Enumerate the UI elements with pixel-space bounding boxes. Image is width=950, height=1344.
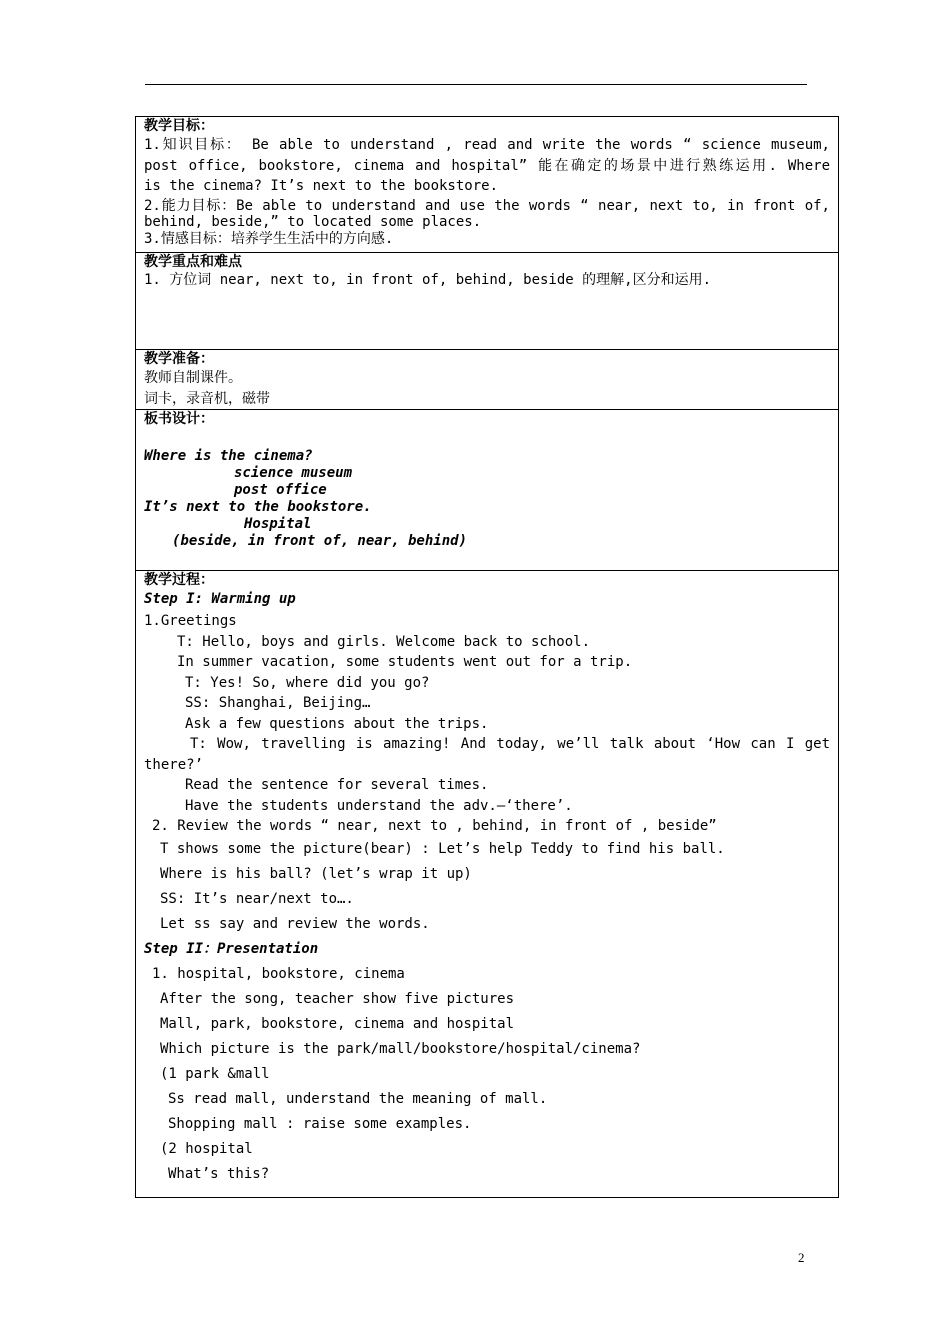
board-line-1: Where is the cinema? [144,448,313,464]
preparation-line-2: 词卡，录音机，磁带 [144,390,270,407]
step1-line-11: 2. Review the words “ near, next to , behind, in front of , beside” [152,818,717,834]
objectives-line-2: post office, bookstore, cinema and hospital” 能在确定的场景中进行熟练运用. Where [144,157,830,174]
process-heading: 教学过程： [144,572,214,588]
step1-line-5: SS: Shanghai, Beijing… [185,695,371,711]
step1-line-3: In summer vacation, some students went out for a trip. [177,654,633,670]
step1-line-7: T: Wow, travelling is amazing! And today, we’ll talk about ‘How can I get [190,736,830,752]
header-rule [145,84,807,85]
key-points-heading: 教学重点和难点 [144,254,242,270]
board-design-cell [136,409,838,570]
preparation-cell [136,349,838,409]
step1-line-15: Let ss say and review the words. [160,915,430,932]
board-line-5: Hospital [244,516,312,532]
lesson-plan-table [135,116,839,1198]
step2-line-5: (1 park &mall [160,1065,270,1082]
step1-line-2: T: Hello, boys and girls. Welcome back to school. [177,633,591,650]
step1-line-4: T: Yes! So, where did you go? [185,674,430,691]
process-cell [136,570,838,1197]
objectives-cell [136,117,838,252]
step2-line-7: Shopping mall : raise some examples. [168,1115,472,1132]
step2-line-3: Mall, park, bookstore, cinema and hospital [160,1015,515,1032]
step2-line-4: Which picture is the park/mall/bookstore/hospital/cinema? [160,1040,641,1057]
board-heading: 板书设计： [144,411,214,427]
step1-line-6: Ask a few questions about the trips. [185,715,489,732]
board-line-6: (beside, in front of, near, behind) [172,533,468,549]
board-line-4: It’s next to the bookstore. [144,499,372,515]
step2-line-1: 1. hospital, bookstore, cinema [152,965,405,982]
preparation-line-1: 教师自制课件。 [144,370,242,386]
key-points-cell [136,252,838,349]
objectives-line-3: is the cinema? It’s next to the bookstore. [144,178,499,194]
objectives-heading: 教学目标： [144,118,214,134]
step1-line-10: Have the students understand the adv.—‘there’. [185,797,573,814]
objectives-line-6: 3.情感目标：培养学生生活中的方向感. [144,230,394,247]
step2-line-6: Ss read mall, understand the meaning of mall. [168,1090,548,1107]
step1-line-1: 1.Greetings [144,613,237,629]
objectives-line-5: behind, beside,” to located some places. [144,213,482,230]
step1-line-13: Where is his ball? (let’s wrap it up) [160,865,472,882]
step1-line-12: T shows some the picture(bear) : Let’s help Teddy to find his ball. [160,840,725,857]
step2-title: Step II：Presentation [144,940,319,957]
step2-line-9: What’s this? [168,1165,270,1182]
page-number: 2 [798,1250,805,1265]
step2-line-8: (2 hospital [160,1140,253,1157]
step1-line-8: there?’ [144,756,204,773]
key-points-line: 1. 方位词 near, next to, in front of, behind, beside 的理解,区分和运用. [144,272,712,288]
step1-line-9: Read the sentence for several times. [185,777,489,793]
step2-line-2: After the song, teacher show five pictures [160,990,515,1007]
step1-line-14: SS: It’s near/next to…. [160,890,354,907]
board-line-3: post office [234,482,327,498]
step1-title: Step I: Warming up [144,591,296,607]
objectives-line-1: 1.知识目标： Be able to understand , read and write the words “ science museum, [144,137,830,153]
board-line-2: science museum [234,465,353,481]
objectives-line-4: 2.能力目标：Be able to understand and use the words “ near, next to, in front of, [144,197,830,214]
preparation-heading: 教学准备： [144,351,214,367]
